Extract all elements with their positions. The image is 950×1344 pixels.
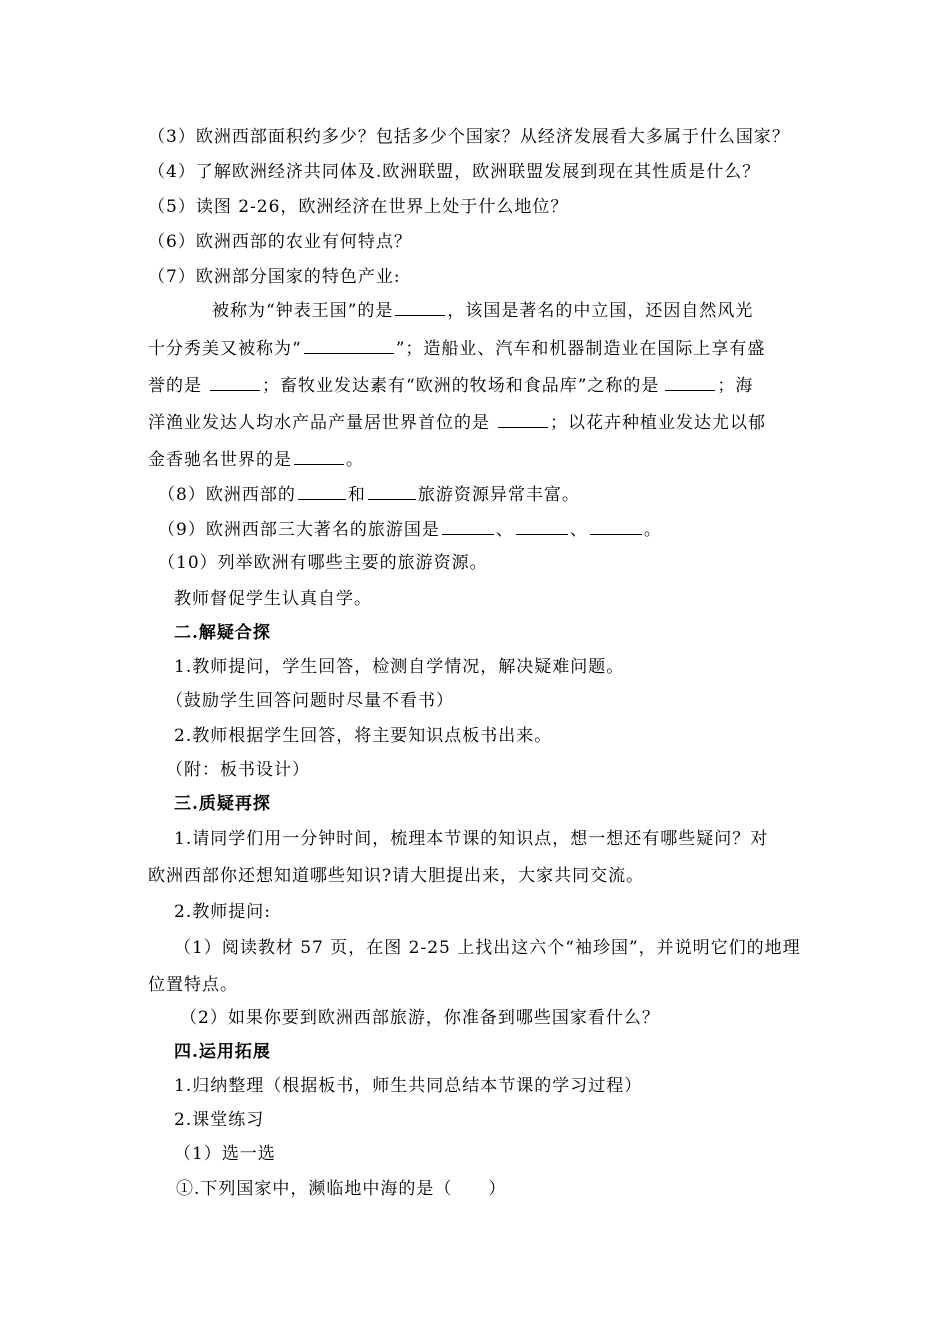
text: 、: [495, 520, 514, 540]
fill-blank[interactable]: [665, 374, 715, 391]
question-10: （10）列举欧洲有哪些主要的旅游资源。: [158, 553, 488, 573]
section-3-item-1-line-1: 1.请同学们用一分钟时间，梳理本节课的知识点，想一想还有哪些疑问？对: [174, 829, 769, 849]
text: ，该国是著名的中立国，还因自然风光: [447, 301, 754, 321]
fill-blank[interactable]: [304, 337, 394, 354]
text: 。: [346, 450, 364, 470]
section-4-item-1: 1.归纳整理（根据板书，师生共同总结本节课的学习过程）: [174, 1076, 643, 1096]
section-3-question-1-line-2: 位置特点。: [148, 975, 238, 995]
text: 、: [569, 520, 588, 540]
section-2-item-2-note: （附：板书设计）: [166, 760, 310, 780]
text: 。: [643, 520, 662, 540]
fill-blank[interactable]: [210, 374, 260, 391]
question-3: （3）欧洲西部面积约多少？包括多少个国家？从经济发展看大多属于什么国家？: [148, 127, 790, 147]
section-2-item-1-note: （鼓励学生回答问题时尽量不看书）: [166, 691, 454, 711]
text: 誉的是: [148, 376, 202, 396]
text: 旅游资源异常丰富。: [417, 485, 580, 505]
fill-blank[interactable]: [516, 518, 568, 535]
text: 十分秀美又被称为“: [148, 339, 302, 359]
teacher-note: 教师督促学生认真自学。: [174, 589, 372, 609]
section-3-question-1-line-1: （1）阅读教材 57 页，在图 2-25 上找出这六个“袖珍国”，并说明它们的地理: [174, 938, 801, 958]
industry-paragraph-line-2: [148, 337, 765, 360]
section-2-item-1: 1.教师提问，学生回答，检测自学情况，解决疑难问题。: [174, 657, 625, 677]
fill-blank[interactable]: [442, 518, 494, 535]
text: 被称为“钟表王国”的是: [212, 301, 394, 321]
question-8: [158, 483, 580, 506]
text: （9）欧洲西部三大著名的旅游国是: [158, 520, 440, 540]
section-heading-3: 三.质疑再探: [174, 794, 271, 814]
fill-blank[interactable]: [498, 411, 548, 428]
section-heading-2: 二.解疑合探: [174, 623, 271, 643]
section-4-subitem-1: （1）选一选: [174, 1144, 276, 1164]
question-7: （7）欧洲部分国家的特色产业:: [148, 267, 401, 287]
text: ；海: [717, 376, 754, 396]
question-5: （5）读图 2-26，欧洲经济在世界上处于什么地位？: [148, 197, 569, 217]
text: 洋渔业发达人均水产品产量居世界首位的是: [148, 413, 490, 433]
text: 金香驰名世界的是: [148, 450, 292, 470]
section-2-item-2: 2.教师根据学生回答，将主要知识点板书出来。: [174, 726, 553, 746]
section-4-item-2: 2.课堂练习: [174, 1110, 265, 1130]
section-3-item-2: 2.教师提问:: [174, 902, 271, 922]
fill-blank[interactable]: [395, 299, 445, 316]
industry-paragraph-line-4: [148, 411, 766, 434]
text: ；以花卉种植业发达尤以郁: [550, 413, 766, 433]
industry-paragraph-line-3: [148, 374, 753, 397]
fill-blank[interactable]: [298, 483, 346, 500]
fill-blank[interactable]: [368, 483, 416, 500]
text: 和: [347, 485, 366, 505]
section-3-question-2: （2）如果你要到欧洲西部旅游，你准备到哪些国家看什么？: [180, 1008, 660, 1028]
text: （8）欧洲西部的: [158, 485, 296, 505]
question-9: [158, 518, 662, 541]
section-3-item-1-line-2: 欧洲西部你还想知道哪些知识?请大胆提出来，大家共同交流。: [148, 866, 645, 886]
question-6: （6）欧洲西部的农业有何特点？: [148, 232, 412, 252]
text: ；畜牧业发达素有“欧洲的牧场和食品库”之称的是: [262, 376, 660, 396]
industry-paragraph-line-5: [148, 448, 364, 471]
text: ”；造船业、汽车和机器制造业在国际上享有盛: [395, 339, 766, 359]
fill-blank[interactable]: [590, 518, 642, 535]
fill-blank[interactable]: [294, 448, 344, 465]
exercise-question-1: ①.下列国家中，濒临地中海的是（ ）: [176, 1179, 507, 1199]
industry-paragraph-line-1: [212, 299, 753, 322]
section-heading-4: 四.运用拓展: [174, 1042, 271, 1062]
question-4: （4）了解欧洲经济共同体及.欧洲联盟，欧洲联盟发展到现在其性质是什么？: [148, 162, 761, 182]
